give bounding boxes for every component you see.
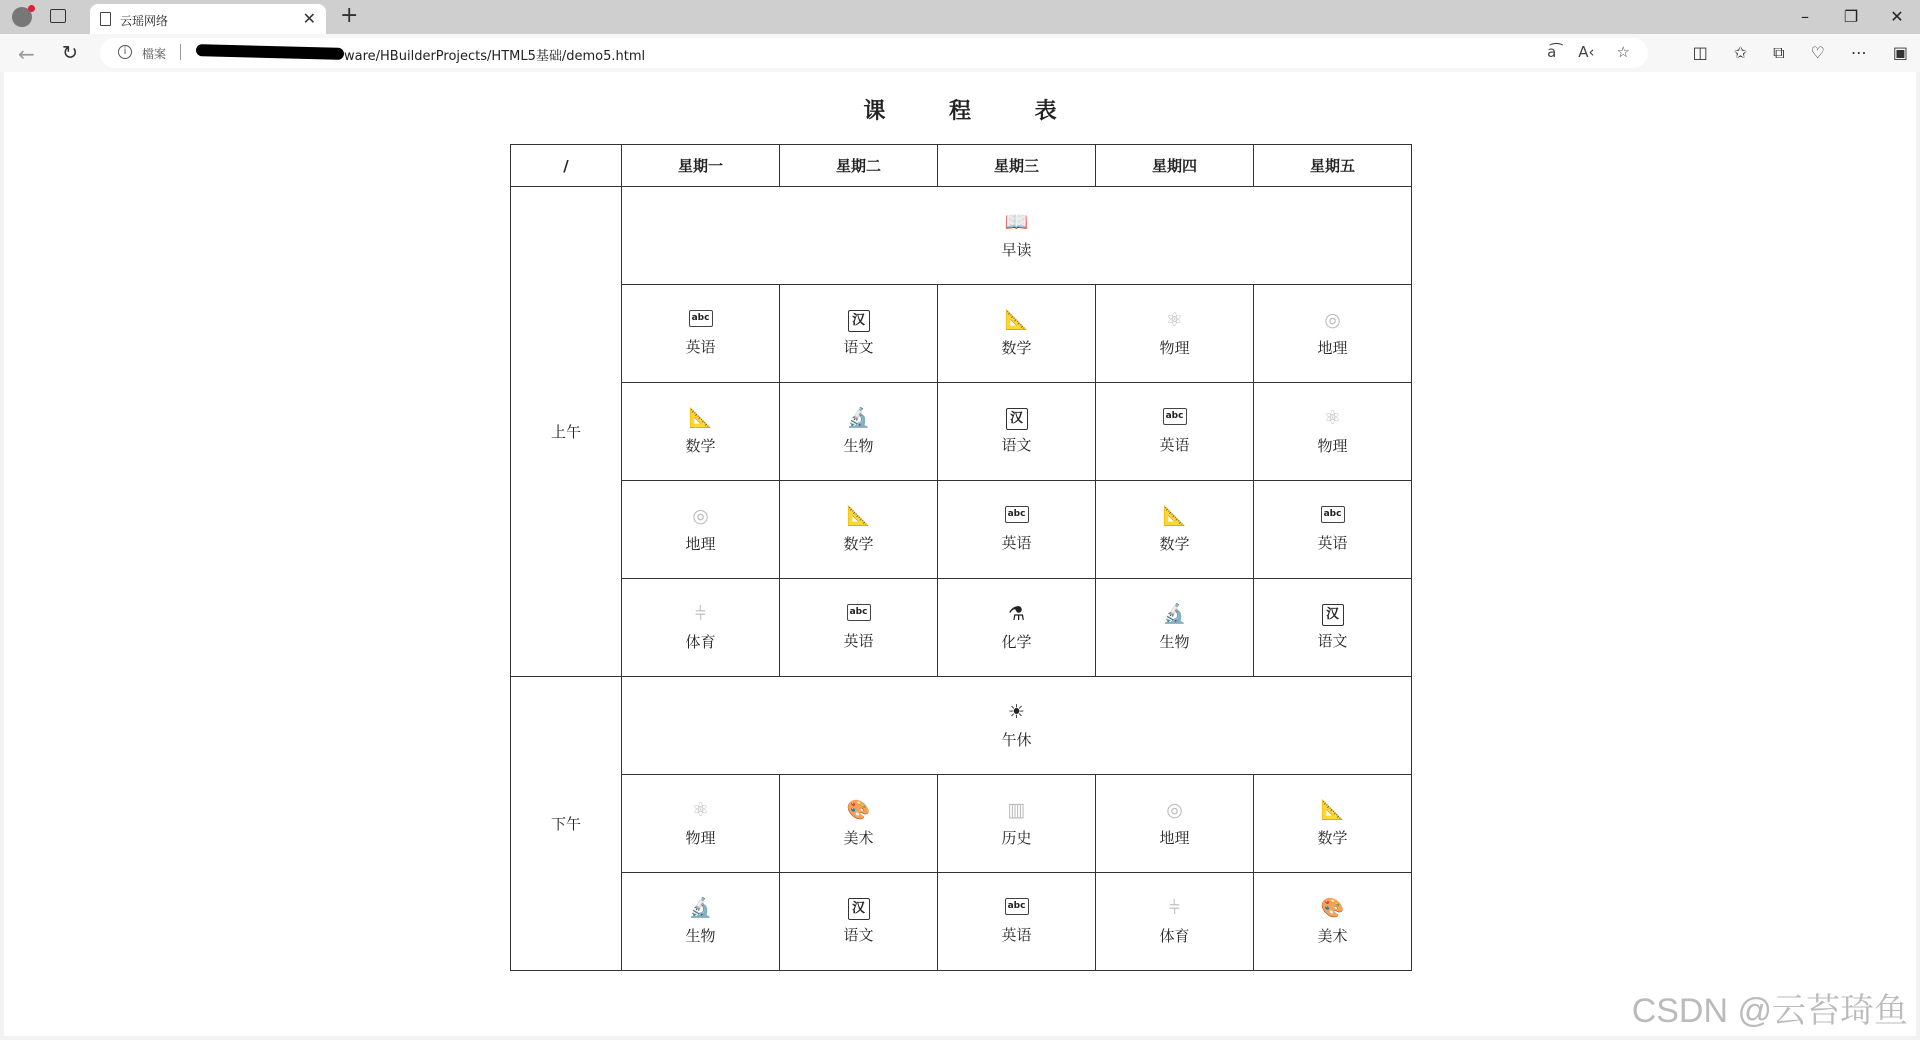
course-label: 地理 — [1159, 829, 1190, 847]
course-cell — [938, 383, 1096, 481]
abc-board-icon: abc — [1163, 408, 1187, 425]
palette-icon: 🎨 — [1320, 897, 1345, 919]
flask-icon: ⚗ — [1007, 603, 1026, 625]
han-char-icon: 汉 — [1006, 408, 1028, 430]
course-label: 语文 — [843, 926, 874, 944]
course-cell — [622, 873, 780, 971]
course-label: 数学 — [685, 437, 716, 455]
header-monday: 星期一 — [622, 145, 780, 187]
course-label: 美术 — [843, 829, 874, 847]
course-cell — [1254, 481, 1412, 579]
book-icon: 📖 — [1004, 211, 1029, 233]
header-row — [511, 145, 1412, 187]
course-label: 语文 — [843, 338, 874, 356]
course-label: 数学 — [843, 535, 874, 553]
morning-reading-label: 早读 — [1001, 241, 1032, 259]
course-cell — [622, 285, 780, 383]
course-label: 英语 — [1001, 926, 1032, 944]
course-cell — [622, 579, 780, 677]
archive-label: 檔案 — [142, 47, 167, 61]
course-label: 历史 — [1001, 829, 1032, 847]
morning-row — [511, 383, 1412, 481]
course-label: 英语 — [685, 338, 716, 356]
morning-reading-row — [511, 187, 1412, 285]
split-screen-icon[interactable]: ◫ — [1692, 43, 1708, 62]
course-label: 数学 — [1159, 535, 1190, 553]
course-label: 英语 — [1317, 534, 1348, 552]
favorites-icon[interactable]: ✩ — [1733, 43, 1748, 62]
new-tab-button[interactable]: + — [340, 3, 359, 28]
close-window-button[interactable]: ✕ — [1890, 7, 1904, 26]
redacted-url-part — [196, 44, 344, 60]
course-cell — [1254, 383, 1412, 481]
morning-label: 上午 — [511, 187, 622, 677]
han-char-icon: 汉 — [848, 898, 870, 920]
ruler-icon: 📐 — [1320, 799, 1345, 821]
afternoon-label: 下午 — [511, 677, 622, 971]
tab-actions-icon[interactable] — [50, 9, 66, 23]
sleep-sun-icon: ☀ — [1007, 701, 1026, 723]
profile-icon[interactable] — [12, 7, 32, 27]
course-cell — [622, 775, 780, 873]
abc-board-icon: abc — [1321, 506, 1345, 523]
course-label: 生物 — [843, 437, 874, 455]
microscope-icon: 🔬 — [846, 407, 871, 429]
course-cell — [938, 481, 1096, 579]
tab-title: 云瑶网络 — [120, 14, 169, 28]
address-actions — [1547, 43, 1630, 61]
course-cell — [780, 579, 938, 677]
favorite-icon[interactable]: ☆ — [1616, 43, 1630, 61]
afternoon-row — [511, 775, 1412, 873]
tab-close-icon[interactable]: ✕ — [302, 9, 316, 28]
sidebar-icon[interactable]: ▣ — [1892, 43, 1908, 62]
course-label: 体育 — [1159, 927, 1190, 945]
palette-icon: 🎨 — [846, 799, 871, 821]
course-cell — [1254, 775, 1412, 873]
course-cell — [938, 285, 1096, 383]
abc-board-icon: abc — [1005, 898, 1029, 915]
course-cell — [780, 775, 938, 873]
course-cell — [780, 481, 938, 579]
active-tab[interactable] — [90, 4, 326, 34]
translate-icon[interactable]: a͡ — [1547, 43, 1557, 61]
scroll-icon: ▥ — [1007, 799, 1026, 821]
ruler-icon: 📐 — [688, 407, 713, 429]
han-char-icon: 汉 — [1322, 604, 1344, 626]
course-cell — [1096, 775, 1254, 873]
page-content — [4, 72, 1916, 1036]
abc-board-icon: abc — [1005, 506, 1029, 523]
reload-icon[interactable]: ↻ — [62, 42, 78, 64]
course-label: 化学 — [1001, 633, 1032, 651]
course-cell — [1254, 579, 1412, 677]
dumbbell-icon: ⫩ — [695, 603, 706, 625]
course-cell — [938, 775, 1096, 873]
course-label: 物理 — [1317, 437, 1348, 455]
morning-row — [511, 481, 1412, 579]
course-cell — [622, 481, 780, 579]
course-label: 物理 — [1159, 339, 1190, 357]
globe-icon: ◎ — [692, 505, 709, 527]
course-cell — [1254, 873, 1412, 971]
address-divider — [180, 44, 181, 60]
watermark: CSDN @云苔琦鱼 — [1631, 992, 1908, 1030]
course-label: 地理 — [685, 535, 716, 553]
course-label: 物理 — [685, 829, 716, 847]
course-label: 数学 — [1001, 339, 1032, 357]
course-label: 生物 — [685, 927, 716, 945]
course-cell — [1096, 873, 1254, 971]
window-controls — [1782, 0, 1920, 34]
microscope-icon: 🔬 — [688, 897, 713, 919]
microscope-icon: 🔬 — [1162, 603, 1187, 625]
morning-row — [511, 579, 1412, 677]
header-wednesday: 星期三 — [938, 145, 1096, 187]
ruler-icon: 📐 — [1162, 505, 1187, 527]
page-title: 课 程 表 — [863, 99, 1085, 124]
info-icon[interactable]: i — [118, 45, 132, 59]
dumbbell-icon: ⫩ — [1169, 897, 1180, 919]
course-label: 英语 — [843, 632, 874, 650]
ruler-icon: 📐 — [846, 505, 871, 527]
course-label: 语文 — [1001, 436, 1032, 454]
globe-icon: ◎ — [1166, 799, 1183, 821]
course-label: 语文 — [1317, 632, 1348, 650]
course-cell — [622, 383, 780, 481]
header-thursday: 星期四 — [1096, 145, 1254, 187]
course-cell — [1254, 285, 1412, 383]
noon-break-label: 午休 — [1001, 731, 1032, 749]
course-cell — [1096, 383, 1254, 481]
more-icon[interactable]: ⋯ — [1850, 43, 1867, 62]
morning-row — [511, 285, 1412, 383]
course-label: 体育 — [685, 633, 716, 651]
abc-board-icon: abc — [689, 310, 713, 327]
header-slash: / — [511, 145, 622, 187]
extensions-icon[interactable]: ♡ — [1810, 43, 1825, 62]
course-cell — [1096, 481, 1254, 579]
schedule-table — [510, 144, 1412, 971]
globe-icon: ◎ — [1324, 309, 1341, 331]
course-cell — [938, 873, 1096, 971]
afternoon-row — [511, 873, 1412, 971]
read-aloud-icon[interactable]: A‹ — [1578, 43, 1595, 61]
collections-icon[interactable]: ⧉ — [1773, 43, 1785, 62]
course-label: 英语 — [1159, 436, 1190, 454]
course-label: 数学 — [1317, 829, 1348, 847]
noon-break-row — [511, 677, 1412, 775]
course-cell — [938, 579, 1096, 677]
atom-icon: ⚛ — [1165, 309, 1184, 331]
course-label: 美术 — [1317, 927, 1348, 945]
noon-break-cell — [622, 677, 1412, 775]
atom-icon: ⚛ — [691, 799, 710, 821]
ruler-icon: 📐 — [1004, 309, 1029, 331]
abc-board-icon: abc — [847, 604, 871, 621]
header-friday: 星期五 — [1254, 145, 1412, 187]
course-cell — [1096, 579, 1254, 677]
notification-dot — [28, 5, 35, 12]
toolbar-actions — [1693, 43, 1908, 63]
address-bar[interactable] — [100, 38, 1648, 68]
course-cell — [780, 383, 938, 481]
course-label: 地理 — [1317, 339, 1348, 357]
browser-tab-strip — [0, 0, 1920, 34]
page-icon — [100, 12, 111, 26]
browser-toolbar — [0, 34, 1920, 72]
atom-icon: ⚛ — [1323, 407, 1342, 429]
url-text[interactable]: ware/HBuilderProjects/HTML5基础/demo5.html — [344, 49, 646, 64]
header-tuesday: 星期二 — [780, 145, 938, 187]
course-cell — [780, 285, 938, 383]
course-label: 英语 — [1001, 534, 1032, 552]
restore-button[interactable]: ❐ — [1843, 7, 1859, 26]
morning-reading-cell — [622, 187, 1412, 285]
course-label: 生物 — [1159, 633, 1190, 651]
course-cell — [780, 873, 938, 971]
minimize-button[interactable]: – — [1801, 7, 1809, 26]
back-icon[interactable]: ← — [18, 42, 35, 66]
course-cell — [1096, 285, 1254, 383]
han-char-icon: 汉 — [848, 310, 870, 332]
